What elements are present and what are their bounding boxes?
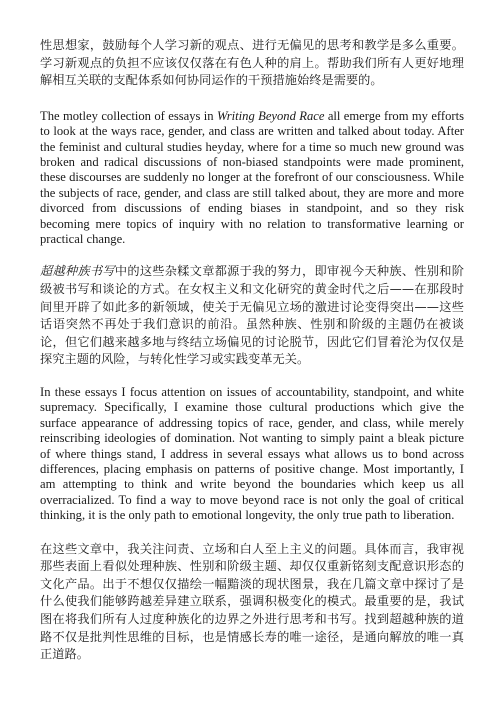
book-title-italic: Writing Beyond Race <box>216 108 325 123</box>
paragraph-zh-motley-collection <box>40 263 464 369</box>
paragraph-en-accountability: In these essays I focus attention on issues of accountability, standpoint, and white supremacy. Specifically, I examine those cultural productions which give the surface appearance of addressing topics of race, gender, and class, while merely reinscribing ideologies of domination. Not wanting to simply paint a bleak picture of where things stand, I address in several essays what allows us to bond across differences, placing emphasis on patterns of positive change. Most importantly, I am attempting to think and write beyond the boundaries which keep us all overracialized. To find a way to move beyond race is not only the goal of critical thinking, it is the only path to emotional longevity, the only true path to liberation. <box>40 385 464 523</box>
text-run: The motley collection of essays in <box>40 108 217 123</box>
paragraph-zh-intro: 性思想家，鼓励每个人学习新的观点、进行无偏见的思考和教学是多么重要。学习新观点的负担不应该仅仅落在有色人种的肩上。帮助我们所有人更好地理解相互关联的支配体系如何协同运作的干预措施始终是需要的。 <box>40 38 464 88</box>
paragraph-en-motley-collection <box>40 109 464 248</box>
book-title-italic: 超越种族书写 <box>40 264 115 279</box>
text-run: all emerge from my efforts to look at the ways race, gender, and class are written and talked about today. After the feminist and cultural studies heyday, where for a time so much new ground was broken and radical discussions of non-biased standpoints were made prominent, these discourses are suddenly no longer at the forefront of our consciousness. While the subjects of race, gender, and class are still talked about, they are more and more divorced from discussions of ending biases in standpoint, and so they risk becoming mere topics of inquiry with no relation to transformative learning or practical change. <box>40 108 464 247</box>
paragraph-zh-accountability: 在这些文章中，我关注问责、立场和白人至上主义的问题。具体而言，我审视那些表面上看似处理种族、性别和阶级主题、却仅仅重新铭刻支配意识形态的文化产品。出于不想仅仅描绘一幅黯淡的现状图景，我在几篇文章中探讨了是什么使我们能够跨越差异建立联系，强调积极变化的模式。最重要的是，我试图在将我们所有人过度种族化的边界之外进行思考和书写。找到超越种族的道路不仅是批判性思维的目标，也是情感长寿的唯一途径，是通向解放的唯一真正道路。 <box>40 541 464 662</box>
text-run: 中的这些杂糅文章都源于我的努力，即审视今天种族、性别和阶级被书写和谈论的方式。在女权主义和文化研究的黄金时代之后——在那段时间里开辟了如此多的新领域，使关于无偏见立场的激进讨论变得突出——这些话语突然不再处于我们意识的前沿。虽然种族、性别和阶级的主题仍在被谈论，但它们越来越多地与终结立场偏见的讨论脱节，因此它们冒着沦为仅仅是探究主题的风险，与转化性学习或实践变革无关。 <box>40 264 464 367</box>
